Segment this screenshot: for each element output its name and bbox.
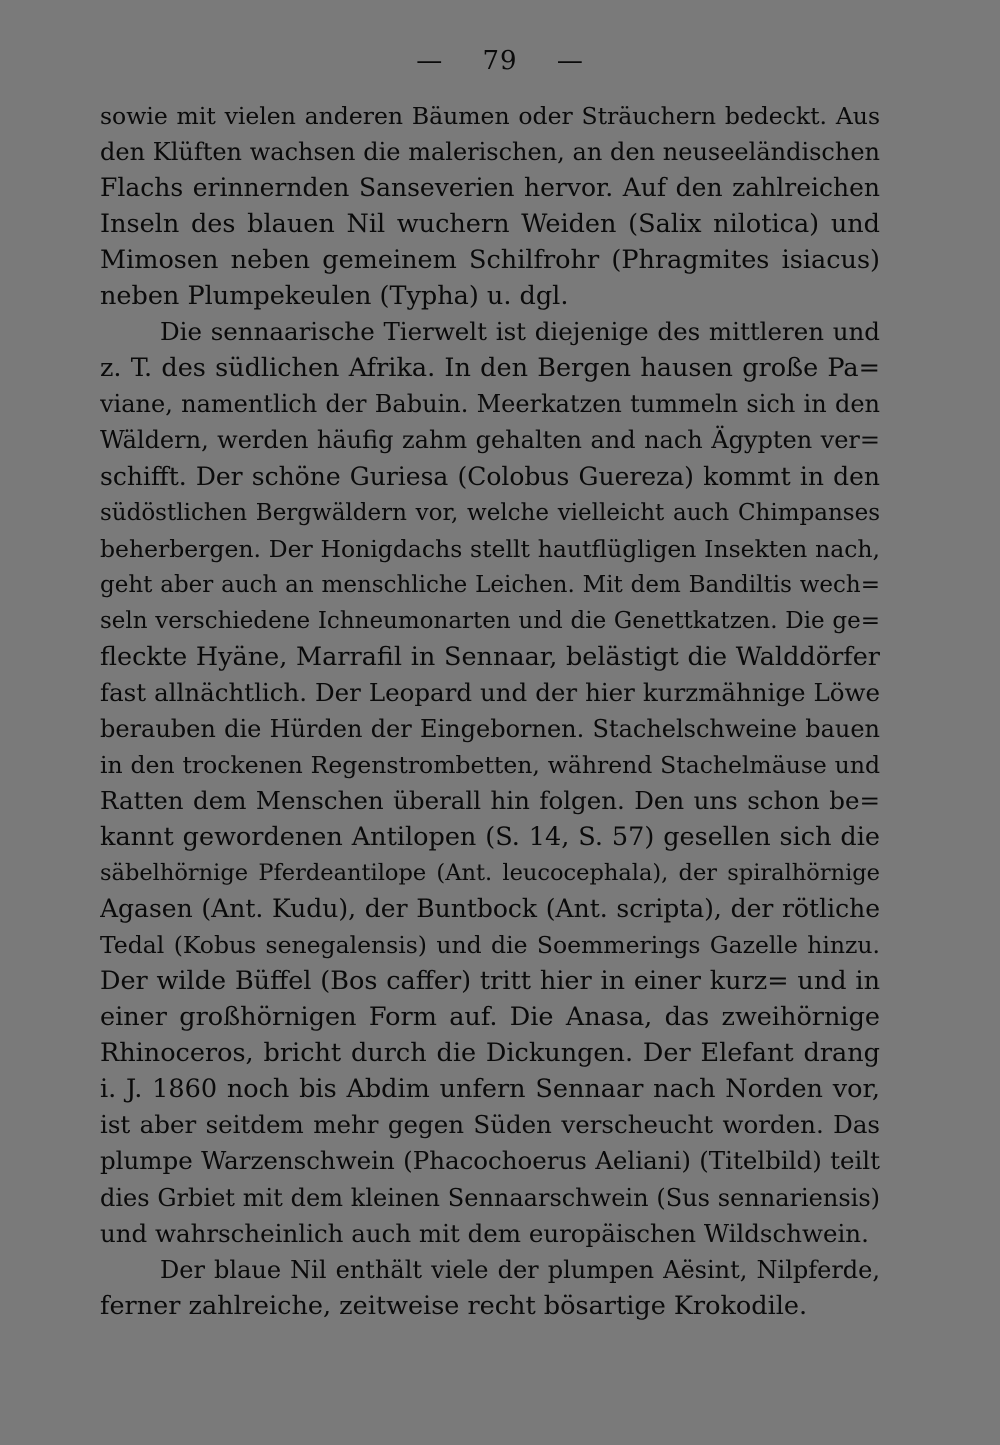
text-line: beherbergen. Der Honigdachs stellt hautflügligen Insekten nach, [100, 534, 880, 563]
text-line: fleckte Hyäne, Marrafil in Sennaar, belästigt die Walddörfer [100, 641, 880, 672]
text-line: einer großhörnigen Form auf. Die Anasa, das zweihörnige [100, 1002, 880, 1033]
text-line: sowie mit vielen anderen Bäumen oder Sträuchern bedeckt. Aus [100, 102, 880, 130]
page-number-dash-left: — [416, 46, 444, 76]
text-line: Mimosen neben gemeinem Schilfrohr (Phragmites isiacus) [100, 245, 880, 276]
text-line: berauben die Hürden der Eingebornen. Stachelschweine bauen [100, 714, 880, 743]
text-line: Die sennaarische Tierwelt ist diejenige des mittleren und [160, 317, 880, 347]
text-line: Tedal (Kobus senegalensis) und die Soemmerings Gazelle hinzu. [100, 931, 880, 960]
text-line: neben Plumpekeulen (Typha) u. dgl. [100, 281, 569, 312]
text-line: Rhinoceros, bricht durch die Dickungen. Der Elefant drang [100, 1038, 880, 1069]
text-line: Der blaue Nil enthält viele der plumpen Aësint, Nilpferde, [160, 1255, 880, 1284]
text-line: fast allnächtlich. Der Leopard und der hier kurzmähnige Löwe [100, 677, 880, 707]
text-line: Flachs erinnernden Sanseverien hervor. Auf den zahlreichen [100, 173, 880, 203]
text-line: kannt gewordenen Antilopen (S. 14, S. 57) gesellen sich die [100, 822, 880, 852]
text-line: und wahrscheinlich auch mit dem europäischen Wildschwein. [100, 1218, 869, 1248]
text-line: ist aber seitdem mehr gegen Süden verscheucht worden. Das [100, 1110, 880, 1140]
text-line: plumpe Warzenschwein (Phacochoerus Aeliani) (Titelbild) teilt [100, 1146, 880, 1176]
text-line: südöstlichen Bergwäldern vor, welche vielleicht auch Chimpanses [100, 499, 880, 526]
text-line: Inseln des blauen Nil wuchern Weiden (Salix nilotica) und [100, 209, 880, 240]
text-line: viane, namentlich der Babuin. Meerkatzen tummeln sich in den [100, 390, 880, 419]
text-line: Ratten dem Menschen überall hin folgen. Den uns schon be= [100, 785, 880, 815]
text-line: dies Grbiet mit dem kleinen Sennaarschwein (Sus sennariensis) [100, 1183, 880, 1212]
text-line: in den trockenen Regenstrombetten, während Stachelmäuse und [100, 750, 880, 779]
text-line: geht aber auch an menschliche Leichen. Mit dem Bandiltis wech= [100, 571, 880, 598]
text-line: ferner zahlreiche, zeitweise recht bösartige Krokodile. [100, 1290, 808, 1321]
text-line: den Klüften wachsen die malerischen, an den neuseeländischen [100, 138, 880, 167]
text-line: Agasen (Ant. Kudu), der Buntbock (Ant. scripta), der rötliche [100, 894, 880, 924]
text-line: i. J. 1860 noch bis Abdim unfern Sennaar nach Norden vor, [100, 1074, 880, 1105]
text-line: seln verschiedene Ichneumonarten und die Genettkatzen. Die ge= [100, 607, 880, 634]
page-number [0, 46, 1000, 76]
text-line: Wäldern, werden häufig zahm gehalten and nach Ägypten ver= [100, 426, 880, 455]
text-line: schifft. Der schöne Guriesa (Colobus Guereza) kommt in den [100, 461, 880, 491]
text-line: z. T. des südlichen Afrika. In den Bergen hausen große Pa= [100, 353, 880, 384]
text-line: säbelhörnige Pferdeantilope (Ant. leucocephala), der spiralhörnige [100, 860, 880, 887]
page-number-dash-right: — [556, 46, 584, 76]
page-number-value: 79 [482, 46, 518, 76]
text-line: Der wilde Büffel (Bos caffer) tritt hier in einer kurz= und in [100, 966, 880, 997]
